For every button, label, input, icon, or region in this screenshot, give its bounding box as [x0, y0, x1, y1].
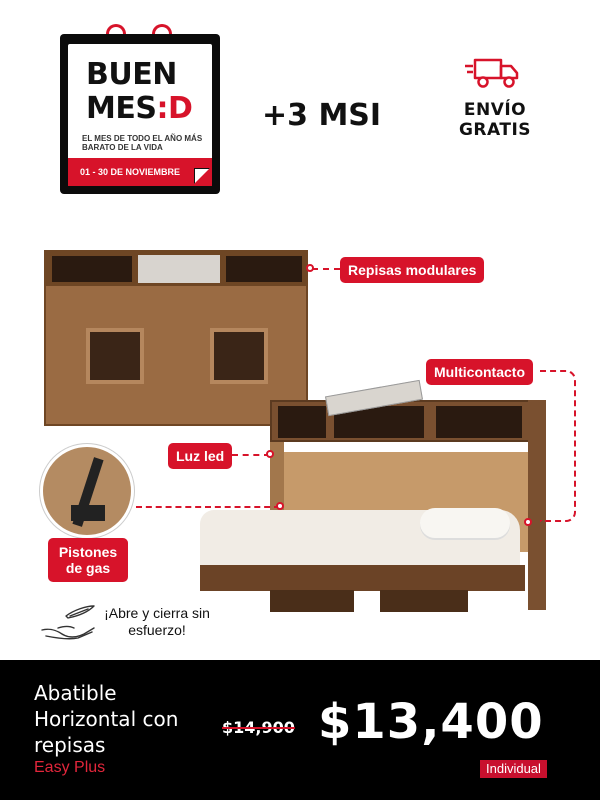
headboard-niche — [86, 328, 144, 384]
promo-title-mes: MES — [86, 91, 157, 126]
piston-bracket — [71, 505, 105, 521]
promo-title-line1: BUEN — [86, 57, 177, 92]
connector-dot — [276, 502, 284, 510]
price-footer — [0, 660, 600, 800]
msi-label: +3 MSI — [262, 98, 382, 133]
bed-leg — [270, 590, 354, 612]
piston-detail-photo — [40, 444, 134, 538]
shelf-compartment — [52, 256, 132, 282]
connector-line — [232, 454, 270, 456]
promo-bag-logo — [60, 34, 220, 194]
connector-line — [540, 370, 576, 522]
bed-top-shelf — [270, 400, 530, 442]
promo-dates: 01 - 30 DE NOVIEMBRE — [68, 158, 212, 186]
bed-leg — [380, 590, 468, 612]
connector-dot — [266, 450, 274, 458]
headboard-niche — [210, 328, 268, 384]
callout-repisas: Repisas modulares — [340, 257, 484, 283]
callout-luz-led: Luz led — [168, 443, 232, 469]
shelf-compartment — [436, 406, 522, 438]
product-brand: Easy Plus — [34, 759, 106, 776]
top-shelf — [46, 252, 306, 286]
product-name: Abatible Horizontal con repisas — [34, 681, 179, 757]
connector-line — [136, 506, 280, 508]
hand-feather-icon — [40, 602, 98, 642]
old-price: $14,900 — [222, 718, 295, 737]
promo-title-line2 — [86, 91, 193, 126]
promo-subtitle: EL MES DE TODO EL AÑO MÁS BARATO DE LA VIDA — [82, 134, 203, 152]
connector-dot — [524, 518, 532, 526]
bed-base — [200, 565, 525, 591]
shelf-compartment — [226, 256, 302, 282]
free-shipping-label: ENVÍO GRATIS — [458, 100, 532, 140]
size-badge: Individual — [480, 760, 547, 778]
callout-pistones: Pistones de gas — [48, 538, 128, 582]
current-price: $13,400 — [318, 694, 544, 750]
shelf-compartment — [278, 406, 326, 438]
callout-multicontacto: Multicontacto — [426, 359, 533, 385]
truck-icon — [465, 54, 521, 90]
connector-dot — [306, 264, 314, 272]
effort-note: ¡Abre y cierra sin esfuerzo! — [104, 605, 210, 638]
headboard-shelf-unit — [44, 250, 308, 426]
shelf-panel — [138, 255, 220, 283]
promo-title-smile: :D — [156, 91, 193, 126]
connector-line — [312, 268, 340, 270]
pillow — [420, 508, 510, 538]
